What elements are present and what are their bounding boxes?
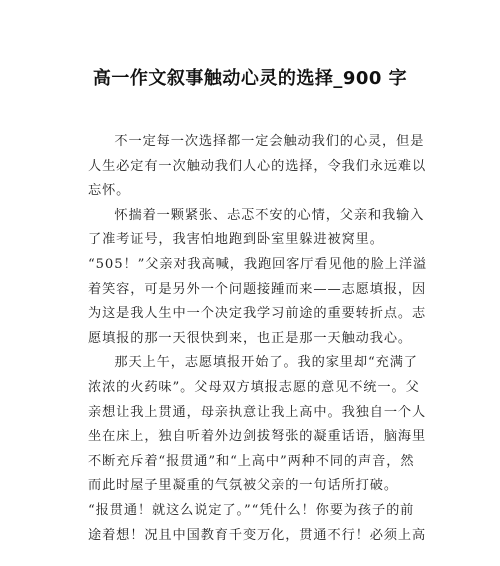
paragraph: 怀揣着一颗紧张、忐忑不安的心情，父亲和我输入了准考证号，我害怕地跑到卧室里躲进被窝里。 [88, 207, 425, 248]
document-title: 高一作文叙事触动心灵的选择_900 字 [92, 68, 408, 89]
document-body [88, 130, 428, 548]
paragraph: “505！”父亲对我高喊，我跑回客厅看见他的脸上洋溢着笑容，可是另外一个问题接踵而来——志愿填报，因为这是我人生中一个决定我学习前途的重要转折点。志愿填报的那一天很快到来，也正是那一天触动我心。 [88, 256, 427, 346]
paragraph: 不一定每一次选择都一定会触动我们的心灵，但是人生必定有一次触动我们人心的选择，令我们永远难以忘怀。 [88, 134, 427, 199]
paragraph: 那天上午，志愿填报开始了。我的家里却“充满了浓浓的火药味”。父母双方填报志愿的意见不统一。父亲想让我上贯通，母亲执意让我上高中。我独自一个人坐在床上，独自听着外边剑拔弩张的凝重话语，脑海里不断充斥着“报贯通”和“上高中”两种不同的声音，然而此时屋子里凝重的气氛被父亲的一句话所打破。 [88, 355, 427, 494]
paragraph: “报贯通！就这么说定了。”“凭什么！你要为孩子的前途着想！况且中国教育千变万化，贯通不行！必须上高 [88, 502, 427, 543]
